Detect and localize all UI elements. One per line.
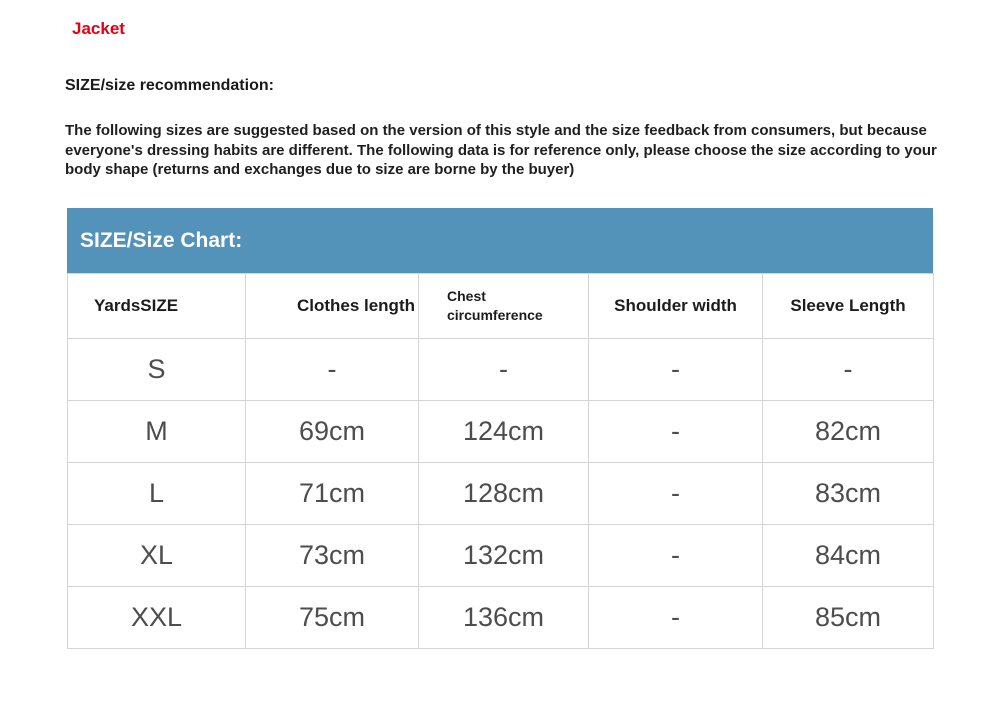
table-cell: 136cm — [419, 587, 589, 649]
table-row-size-xxl — [68, 587, 934, 649]
table-row-size-xl — [68, 525, 934, 587]
column-header-yards-size: YardsSIZE — [68, 274, 246, 339]
table-cell: - — [246, 339, 419, 401]
table-row-size-m — [68, 401, 934, 463]
table-row-size-s — [68, 339, 934, 401]
table-cell: - — [589, 525, 763, 587]
table-cell: 124cm — [419, 401, 589, 463]
table-cell: 69cm — [246, 401, 419, 463]
table-row-size-l — [68, 463, 934, 525]
table-cell: 84cm — [763, 525, 934, 587]
size-chart-title: SIZE/Size Chart: — [80, 228, 243, 252]
table-cell: - — [589, 463, 763, 525]
column-header-sleeve-length: Sleeve Length — [763, 274, 934, 339]
size-label-cell: L — [68, 463, 246, 525]
table-cell: 128cm — [419, 463, 589, 525]
column-header-chest-circumference: Chest circumference — [419, 274, 589, 339]
table-cell: 71cm — [246, 463, 419, 525]
table-cell: - — [589, 401, 763, 463]
size-label-cell: M — [68, 401, 246, 463]
table-cell: 83cm — [763, 463, 934, 525]
size-recommendation-heading: SIZE/size recommendation: — [65, 77, 274, 94]
size-table — [67, 273, 934, 649]
size-chart — [67, 208, 933, 649]
size-label-cell: XL — [68, 525, 246, 587]
size-table-header-row — [68, 274, 934, 339]
table-cell: 75cm — [246, 587, 419, 649]
table-cell: 85cm — [763, 587, 934, 649]
table-cell: 132cm — [419, 525, 589, 587]
size-label-cell: XXL — [68, 587, 246, 649]
column-header-clothes-length: Clothes length — [246, 274, 419, 339]
table-cell: - — [589, 587, 763, 649]
column-header-shoulder-width: Shoulder width — [589, 274, 763, 339]
table-cell: 73cm — [246, 525, 419, 587]
product-title: Jacket — [72, 19, 125, 38]
size-chart-title-bar — [67, 208, 933, 273]
table-cell: - — [763, 339, 934, 401]
table-cell: 82cm — [763, 401, 934, 463]
table-cell: - — [589, 339, 763, 401]
table-cell: - — [419, 339, 589, 401]
size-label-cell: S — [68, 339, 246, 401]
size-recommendation-text: The following sizes are suggested based on the version of this style and the size feedback from consumers, but because everyone's dressing habits are different. The following data is for reference only, please choose the size according to your body shape (returns and exchanges due to size are borne by the buyer) — [65, 122, 937, 178]
